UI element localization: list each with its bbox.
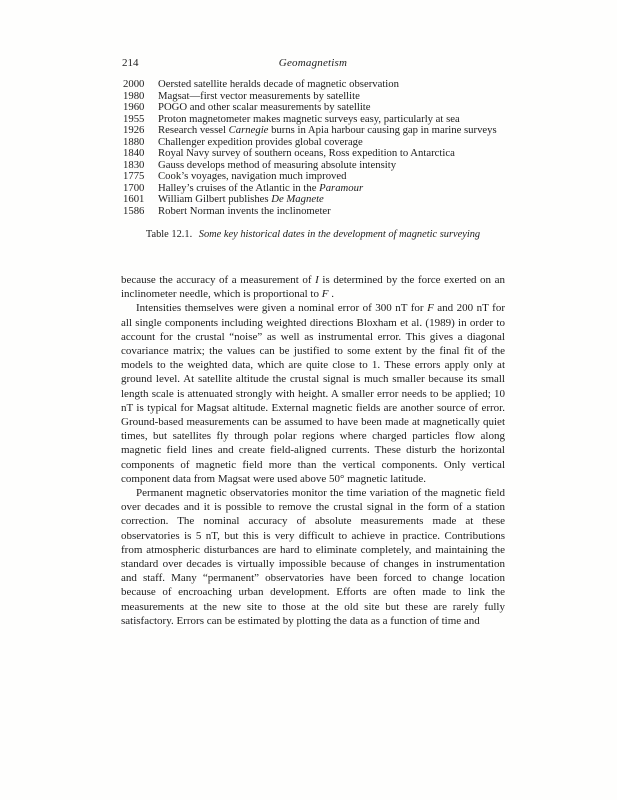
page-header (121, 56, 505, 71)
table-year: 1926 (123, 124, 145, 137)
table-desc-italic: Paramour (319, 181, 364, 194)
table-desc-text: Oersted satellite heralds decade of magnetic observation (158, 78, 399, 90)
table-desc-text: William Gilbert publishes (158, 193, 272, 206)
table-year: 1830 (123, 158, 145, 171)
table-desc-text: Cook’s voyages, navigation much improved (158, 170, 347, 183)
table-desc-text: Halley’s cruises of the Atlantic in the (158, 181, 320, 194)
paragraph-text: because the accuracy of a measurement of (121, 274, 316, 286)
table-year: 1955 (123, 112, 145, 125)
paragraph-text: Intensities themselves were given a nominal error of 300 nT for (136, 302, 428, 315)
math-symbol-intensity: F (427, 302, 434, 315)
paragraph-text: and 200 nT for all single components including weighted directions Bloxham et al. (1989) in order to account for the crustal “noise” as well as instrumental error. This gives a diagonal covariance matrix; the values can be justified to some extent by the final fit of the models to the weighted data, which are quite close to 1. These errors apply only at ground level. At satellite altitude the crustal signal is much smaller because its small length scale is attenuated strongly with height. A smaller error needs to be applied; 10 nT is typical for Magsat altitude. External magnetic fields are another source of error. Ground-based measurements can be assumed to have been made at magnetically quiet times, but satellites fly through polar regions where charged particles flow along magnetic field lines and create field-aligned currents. These disturb the horizontal components of magnetic field more than the vertical components. Only vertical component data from Magsat were used above 50° magnetic latitude. (121, 302, 505, 485)
table-desc-text: burns in Apia harbour causing gap in marine surveys (268, 124, 497, 137)
paragraph-text: Permanent magnetic observatories monitor the time variation of the magnetic field over decades and it is possible to remove the crustal signal in the form of a station correction. The nominal accuracy of absolute measurements made at these observatories is 5 nT, but this is very difficult to achieve in practice. Contributions from atmospheric disturbances are hard to eliminate completely, and maintaining the standard over decades is virtually impossible because of changes in instrumentation and staff. Many “permanent” observatories have been forced to change location because of encroaching urban development. Efforts are often made to link the measurements at the new site to those at the old site but these are rarely fully satisfactory. Errors can be estimated by plotting the data as a function of time and (121, 487, 505, 627)
historical-dates-table (121, 79, 505, 218)
table-caption-label: Table 12.1. (145, 229, 193, 240)
table-desc-text: Challenger expedition provides global coverage (158, 135, 363, 148)
table-desc-text: Research vessel (158, 124, 229, 137)
math-symbol-inclination: I (315, 274, 319, 286)
table-desc-text: Royal Navy survey of southern oceans, Ross expedition to Antarctica (158, 147, 455, 160)
table-year: 1586 (123, 205, 145, 218)
table-desc-text: Gauss develops method of measuring absolute intensity (158, 158, 397, 171)
table-desc-italic: Carnegie (228, 124, 269, 137)
running-title: Geomagnetism (278, 57, 348, 69)
table-year: 1960 (123, 101, 145, 114)
table-desc-italic: De Magnete (271, 193, 324, 206)
table-year: 1775 (123, 170, 145, 183)
table-year: 1601 (123, 193, 145, 206)
table-desc-text: POGO and other scalar measurements by satellite (158, 101, 371, 114)
math-symbol-intensity: F (321, 288, 329, 301)
table-year: 1700 (123, 181, 145, 194)
table-year: 2000 (123, 78, 145, 90)
table-desc (158, 206, 505, 218)
table-desc-text: Proton magnetometer makes magnetic surveys easy, particularly at sea (158, 112, 460, 125)
paragraph (121, 273, 505, 301)
table-desc-text: Robert Norman invents the inclinometer (158, 205, 331, 218)
table-year: 1880 (123, 135, 145, 148)
body-text (121, 273, 505, 628)
paragraph (121, 486, 505, 628)
table-year: 1980 (123, 89, 145, 102)
table-year: 1840 (123, 147, 145, 160)
table-row (121, 206, 505, 218)
page-number: 214 (122, 57, 139, 69)
text-block (121, 0, 505, 800)
table-caption (121, 228, 505, 241)
paragraph (121, 301, 505, 486)
table-caption-text: Some key historical dates in the development of magnetic surveying (198, 229, 481, 240)
paragraph-text: . (328, 288, 334, 301)
table-desc-text: Magsat—first vector measurements by satellite (158, 89, 360, 102)
paragraph-text: is determined by the force exerted on an inclinometer needle, which is proportional to (121, 274, 505, 301)
